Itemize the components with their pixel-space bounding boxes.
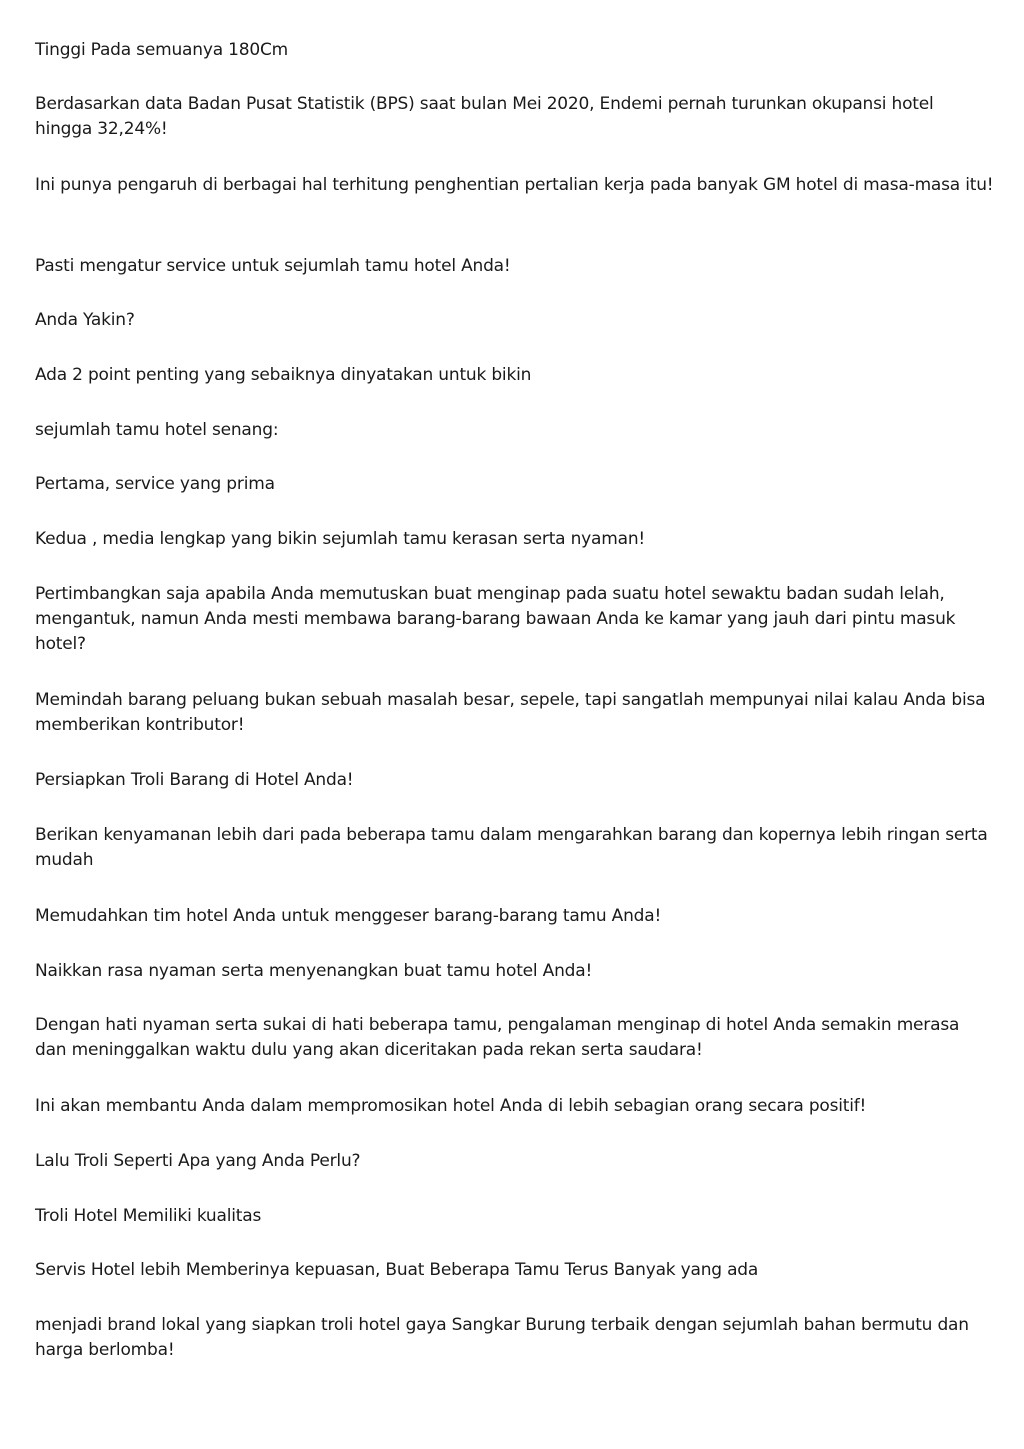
- paragraph-height-note: Tinggi Pada semuanya 180Cm: [35, 40, 288, 60]
- paragraph-second-point: Kedua , media lengkap yang bikin sejumlah tamu kerasan serta nyaman!: [35, 529, 646, 549]
- paragraph-trolley-quality: Troli Hotel Memiliki kualitas: [35, 1206, 262, 1226]
- paragraph-hotel-service: Servis Hotel lebih Memberinya kepuasan, Buat Beberapa Tamu Terus Banyak yang ada: [35, 1260, 759, 1280]
- paragraph-are-you-sure: Anda Yakin?: [35, 310, 135, 330]
- paragraph-guest-experience: Dengan hati nyaman serta sukai di hati beberapa tamu, pengalaman menginap di hotel Anda semakin merasa dan meninggalkan waktu dulu yang akan diceritakan pada rekan serta saudara!: [35, 1015, 960, 1060]
- paragraph-which-trolley: Lalu Troli Seperti Apa yang Anda Perlu?: [35, 1151, 361, 1171]
- paragraph-gm-impact: Ini punya pengaruh di berbagai hal terhitung penghentian pertalian kerja pada banyak GM hotel di masa-masa itu!: [35, 175, 994, 195]
- paragraph-moving-luggage: Memindah barang peluang bukan sebuah masalah besar, sepele, tapi sangatlah mempunyai nilai kalau Anda bisa memberikan kontributor!: [35, 690, 986, 735]
- paragraph-first-point: Pertama, service yang prima: [35, 474, 275, 494]
- paragraph-raise-comfort: Naikkan rasa nyaman serta menyenangkan buat tamu hotel Anda!: [35, 961, 593, 981]
- paragraph-ease-team: Memudahkan tim hotel Anda untuk menggeser barang-barang tamu Anda!: [35, 906, 662, 926]
- paragraph-promotion: Ini akan membantu Anda dalam mempromosikan hotel Anda di lebih sebagian orang secara positif!: [35, 1096, 867, 1116]
- paragraph-consider-scenario: Pertimbangkan saja apabila Anda memutuskan buat menginap pada suatu hotel sewaktu badan sudah lelah, mengantuk, namun Anda mesti membawa barang-barang bawaan Anda ke kamar yang jauh dari pintu masuk hotel?: [35, 584, 956, 654]
- paragraph-give-comfort: Berikan kenyamanan lebih dari pada beberapa tamu dalam mengarahkan barang dan kopernya lebih ringan serta mudah: [35, 825, 988, 870]
- paragraph-prepare-trolley: Persiapkan Troli Barang di Hotel Anda!: [35, 770, 354, 790]
- paragraph-local-brand: menjadi brand lokal yang siapkan troli hotel gaya Sangkar Burung terbaik dengan sejumlah bahan bermutu dan harga berlomba!: [35, 1315, 969, 1360]
- paragraph-two-points: Ada 2 point penting yang sebaiknya dinyatakan untuk bikin: [35, 365, 532, 385]
- paragraph-bps-data: Berdasarkan data Badan Pusat Statistik (BPS) saat bulan Mei 2020, Endemi pernah turunkan okupansi hotel hingga 32,24%!: [35, 94, 934, 139]
- paragraph-guests-happy: sejumlah tamu hotel senang:: [35, 420, 279, 440]
- paragraph-service-guests: Pasti mengatur service untuk sejumlah tamu hotel Anda!: [35, 256, 511, 276]
